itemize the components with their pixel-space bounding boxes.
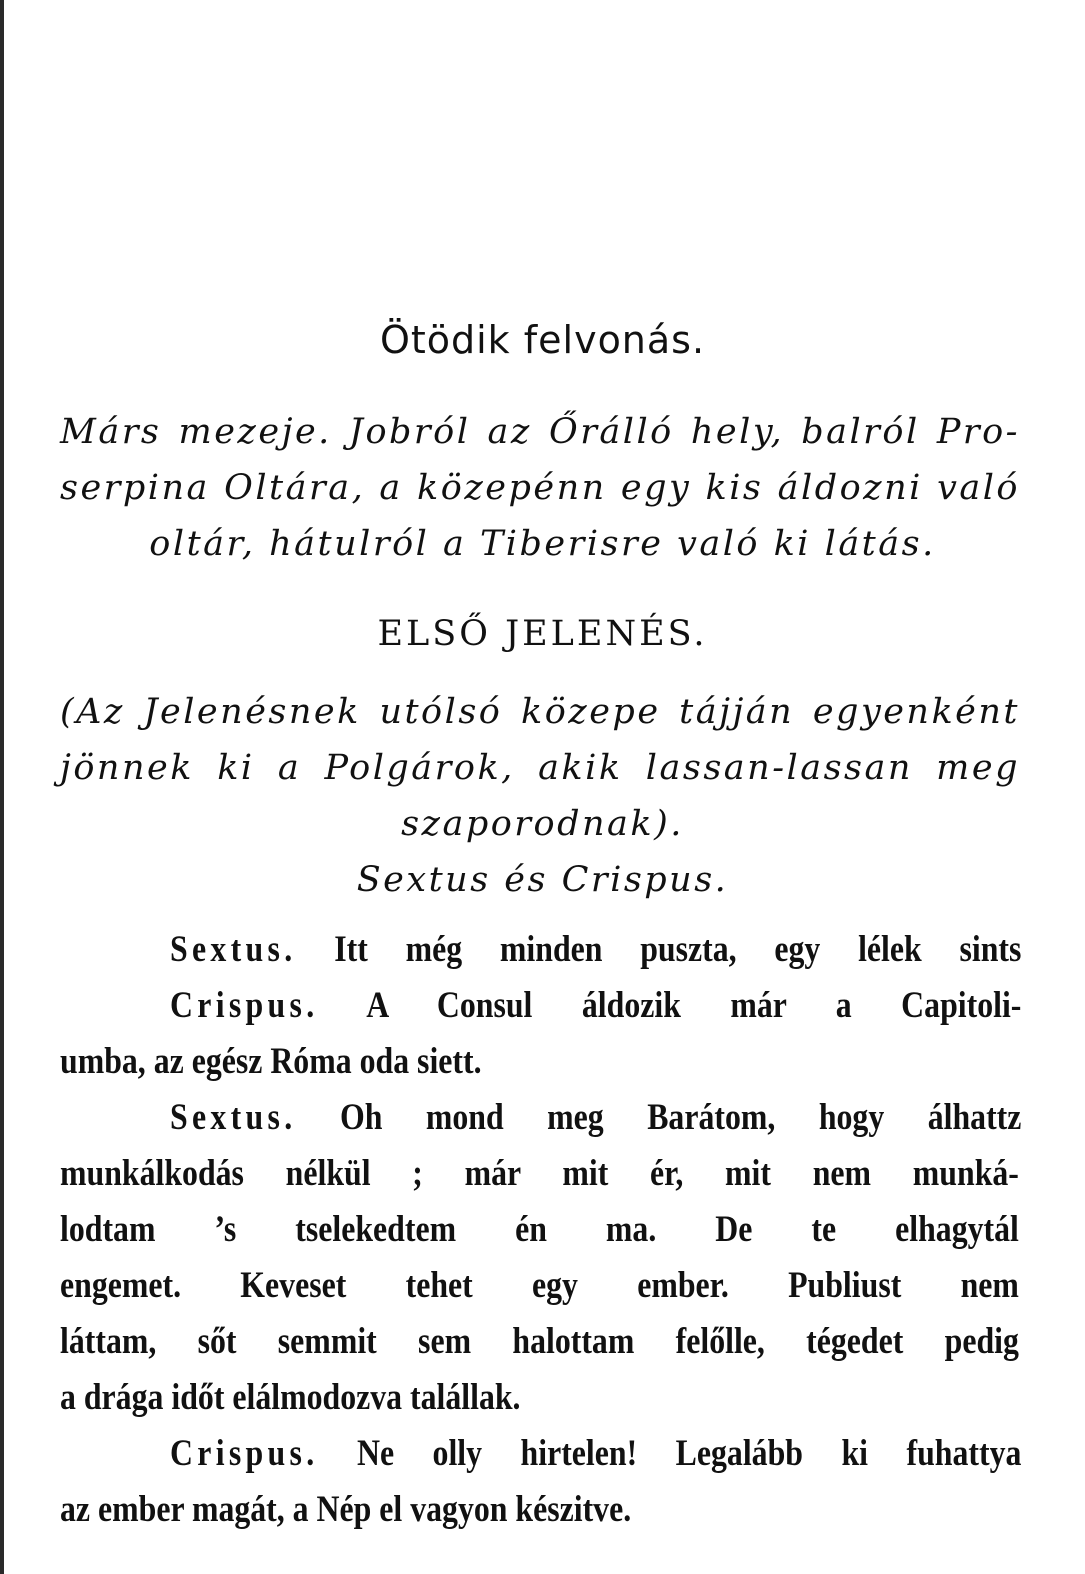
dialogue-line-10 <box>170 1432 1021 1475</box>
dialogue-line-4 <box>170 1096 1021 1139</box>
speaker-name: Sextus. <box>170 1097 297 1138</box>
dialogue-line-5 <box>60 1152 1019 1195</box>
scene-direction-line-1: (Az Jelenésnek utólsó közepe tájján egyenként <box>60 692 1020 732</box>
dialogue-line-11 <box>60 1488 884 1531</box>
dialogue-text: láttam, sőt semmit sem halottam felőlle, tégedet pedig <box>60 1321 1019 1362</box>
dialogue-text: lodtam ’s tselekedtem én ma. De te elhagytál <box>60 1209 1019 1250</box>
dialogue-line-1 <box>170 928 1021 971</box>
dialogue-text: umba, az egész Róma oda siett. <box>60 1041 482 1082</box>
scene-direction-line-2: jönnek ki a Polgárok, akik lassan-lassan meg <box>60 748 1020 788</box>
dialogue-text: az ember magát, a Nép el vagyon készitve. <box>60 1489 632 1530</box>
speaker-name: Crispus. <box>170 1433 319 1474</box>
dialogue-line-2 <box>170 984 1021 1027</box>
page-edge <box>0 0 4 1574</box>
scene-direction-line-3: szaporodnak). <box>401 804 684 844</box>
characters-line: Sextus és Crispus. <box>356 860 729 900</box>
speaker-name: Sextus. <box>170 929 297 970</box>
act-title: Ötödik felvonás. <box>379 318 706 362</box>
stage-direction-line-3: oltár, hátulról a Tiberisre való ki látás. <box>149 524 936 564</box>
dialogue-line-8 <box>60 1320 1019 1363</box>
scene-title: ELSŐ JELENÉS. <box>377 614 708 654</box>
speaker-name: Crispus. <box>170 985 319 1026</box>
dialogue-text: A Consul áldozik már a Capitoli- <box>318 985 1022 1026</box>
dialogue-text: Itt még minden puszta, egy lélek sints <box>296 929 1022 970</box>
dialogue-line-9 <box>60 1376 884 1419</box>
dialogue-line-6 <box>60 1208 1019 1251</box>
dialogue-text: munkálkodás nélkül ; már mit ér, mit nem munká- <box>60 1153 1019 1194</box>
dialogue-line-7 <box>60 1264 1019 1307</box>
stage-direction-line-1: Márs mezeje. Jobról az Őrálló hely, balról Pro- <box>60 412 1020 452</box>
dialogue-text: Ne olly hirtelen! Legalább ki fuhattya <box>318 1433 1022 1474</box>
dialogue-text: Oh mond meg Barátom, hogy álhattz <box>296 1097 1022 1138</box>
dialogue-line-3 <box>60 1040 884 1083</box>
dialogue-text: engemet. Keveset tehet egy ember. Publiust nem <box>60 1265 1019 1306</box>
stage-direction-line-2: serpina Oltára, a közepénn egy kis áldozni való <box>60 468 1020 508</box>
dialogue-text: a drága időt elálmodozva talállak. <box>60 1377 521 1418</box>
